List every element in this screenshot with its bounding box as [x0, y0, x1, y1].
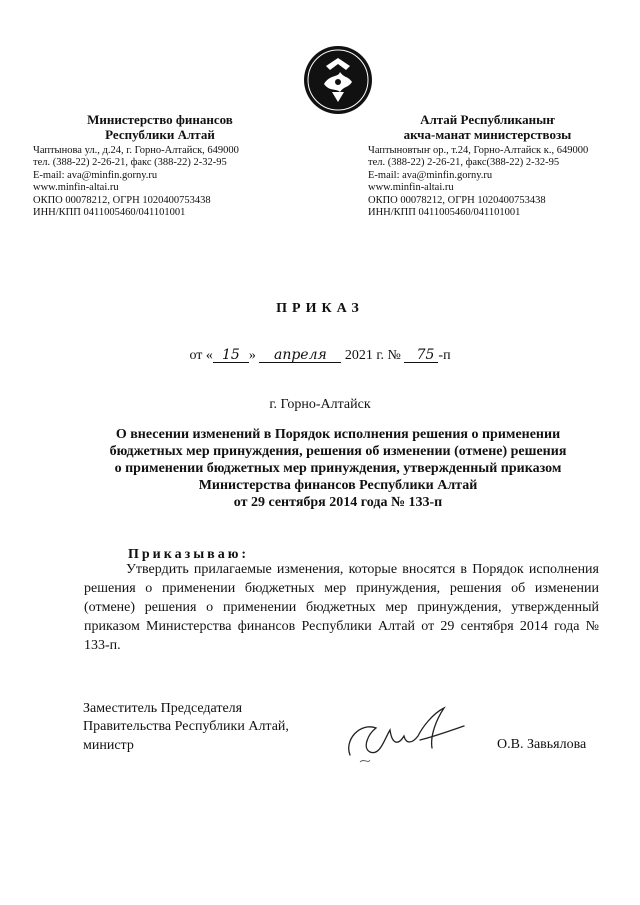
- signatory-line1: Заместитель Председателя: [83, 701, 243, 716]
- header-right-title-line2: акча-манат министерствозы: [403, 127, 572, 142]
- order-date-number-line: [0, 348, 640, 364]
- header-right-title: [360, 112, 615, 142]
- signatory-title: [83, 700, 289, 755]
- subject-line: О внесении изменений в Порядок исполнения решения о применении: [115, 427, 561, 442]
- order-city: г. Горно-Алтайск: [269, 397, 371, 412]
- order-number: 75: [404, 348, 438, 363]
- order-number-suffix: -п: [438, 348, 451, 363]
- subject-line: бюджетных мер принуждения, решения об изменении (отмене) решения: [109, 444, 567, 459]
- header-right-website: www.minfin-altai.ru: [368, 182, 454, 194]
- signatory-name: О.В. Завьялова: [497, 737, 587, 752]
- header-left-email: E-mail: ava@minfin.gorny.ru: [33, 169, 158, 181]
- header-left-codes: ОКПО 00078212, ОГРН 1020400753438: [33, 194, 211, 206]
- header-left-address: Чаптынова ул., д.24, г. Горно-Алтайск, 649000: [33, 145, 239, 156]
- header-right-address: Чаптыновтыҥ ор., т.24, Горно-Алтайск к., 649000: [368, 145, 589, 156]
- header-left-inn: ИНН/КПП 0411005460/041101001: [33, 206, 186, 218]
- subject-line: о применении бюджетных мер принуждения, утвержденный приказом: [114, 461, 562, 476]
- header-left-title: [40, 112, 280, 142]
- header-right-details: [368, 145, 588, 219]
- header-left-phone: тел. (388-22) 2-26-21, факс (388-22) 2-32-95: [33, 157, 227, 169]
- order-subject: [70, 426, 606, 511]
- subject-line: Министерства финансов Республики Алтай: [198, 478, 478, 493]
- order-year: 2021 г.: [344, 348, 385, 363]
- header-right-codes: ОКПО 00078212, ОГРН 1020400753438: [368, 194, 546, 206]
- signatory-line2: Правительства Республики Алтай,: [83, 719, 289, 735]
- header-right-email: E-mail: ava@minfin.gorny.ru: [368, 169, 493, 181]
- header-right-inn: ИНН/КПП 0411005460/041101001: [368, 206, 521, 218]
- subject-line: от 29 сентября 2014 года № 133-п: [233, 495, 443, 510]
- order-quote-close: »: [248, 348, 256, 363]
- order-from-prefix: от «: [189, 348, 213, 363]
- handwritten-signature-icon: [340, 700, 480, 770]
- order-title: ПРИКАЗ: [276, 301, 364, 316]
- order-body-paragraph: Утвердить прилагаемые изменения, которые вносятся в Порядок исполнения решения о применении бюджетных мер принуждения, решения об изменении (отмене) решения о применении бюджетных мер принуждения, утвержденный приказом Министерства финансов Республики Алтай от 29 сентября 2014 года № 133-п.: [84, 562, 599, 653]
- order-verb: Приказываю:: [128, 547, 250, 562]
- header-left-details: [33, 145, 239, 219]
- altai-emblem-icon: [302, 44, 374, 116]
- header-left-title-line2: Республики Алтай: [105, 127, 215, 142]
- header-right-title-line1: Алтай Республиканыҥ: [420, 112, 555, 127]
- order-day: 15: [213, 348, 249, 363]
- order-body: [84, 560, 599, 655]
- order-number-sign: №: [387, 348, 401, 363]
- signatory-line3: министр: [83, 737, 134, 753]
- header-left-title-line1: Министерство финансов: [87, 112, 233, 127]
- order-month: апреля: [259, 348, 341, 363]
- header-left-website: www.minfin-altai.ru: [33, 182, 119, 194]
- header-right-phone: тел. (388-22) 2-26-21, факс(388-22) 2-32-95: [368, 157, 560, 169]
